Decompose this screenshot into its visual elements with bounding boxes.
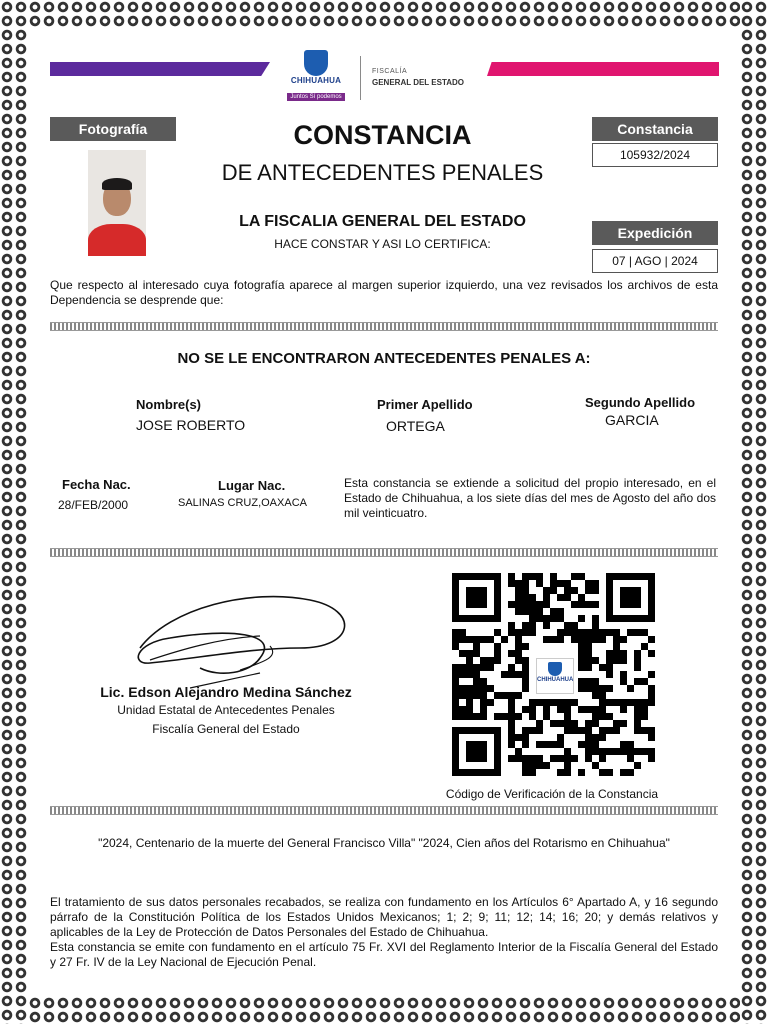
nombres-value: JOSE ROBERTO	[136, 417, 246, 433]
solicitud-paragraph: Esta constancia se extiende a solicitud del propio interesado, en el Estado de Chihuahua, a los siete días del mes de Agosto del año dos mil veinticuatro.	[344, 476, 716, 520]
logo-slogan: Juntos Sí podemos	[287, 93, 344, 101]
decorative-border-right	[740, 0, 768, 1024]
document-title: CONSTANCIA	[293, 120, 472, 150]
primer-apellido-label: Primer Apellido	[377, 397, 473, 412]
constancia-number: 105932/2024	[592, 143, 718, 167]
qr-center-logo	[536, 658, 574, 694]
separator-band	[50, 548, 718, 557]
signer-name: Lic. Edson Alejandro Medina Sánchez	[100, 684, 352, 700]
shield-icon	[304, 50, 328, 76]
applicant-photo	[88, 150, 146, 256]
nombres-label: Nombre(s)	[136, 397, 202, 412]
separator-band	[50, 322, 718, 331]
legal-basis-text: Esta constancia se emite con fundamento en el artículo 75 Fr. XVI del Reglamento Interior de la Fiscalía General del Estado y 27 Fr. IV de la Ley Nacional de Ejecución Penal.	[50, 940, 718, 969]
privacy-paragraph	[50, 895, 718, 970]
decorative-border-top	[0, 0, 768, 28]
document-subtitle: DE ANTECEDENTES PENALES	[221, 160, 544, 185]
privacy-text: El tratamiento de sus datos personales recabados, se realiza con fundamento en los Artículos 6° Apartado A, y 16 segundo párrafo de la Constitución Política de los Estados Unidos Mexicanos; 1; 2; 9; 11; 12; 14; 16; 20; y demás relativos y aplicables de la Ley de Protección de Datos Personales del Estado de Chihuahua.	[50, 895, 718, 939]
expedicion-label: Expedición	[592, 221, 718, 245]
decorative-border-left	[0, 0, 28, 1024]
expedicion-date: 07 | AGO | 2024	[592, 249, 718, 273]
lugar-nac-value: SALINAS CRUZ,OAXACA	[178, 497, 307, 509]
issuer-line: LA FISCALIA GENERAL DEL ESTADO	[239, 213, 526, 230]
fecha-nac-value: 28/FEB/2000	[58, 498, 129, 512]
header-stripe-magenta	[487, 62, 719, 76]
header-stripe-purple	[50, 62, 270, 76]
certifies-line: HACE CONSTAR Y ASI LO CERTIFICA:	[274, 237, 491, 251]
constancia-label: Constancia	[592, 117, 718, 141]
segundo-apellido-label: Segundo Apellido	[585, 395, 696, 410]
chihuahua-logo	[284, 50, 348, 103]
qr-logo-text: CHIHUAHUA	[537, 677, 574, 683]
handwritten-signature	[110, 588, 370, 698]
agency-name: GENERAL DEL ESTADO	[372, 78, 465, 87]
logo-state-text: CHIHUAHUA	[290, 76, 342, 85]
logo-divider	[360, 56, 361, 100]
decorative-border-bottom	[0, 996, 768, 1024]
primer-apellido-value: ORTEGA	[386, 418, 445, 434]
shield-icon	[548, 662, 562, 676]
qr-caption: Código de Verificación de la Constancia	[445, 787, 659, 801]
lugar-nac-label: Lugar Nac.	[218, 478, 286, 493]
intro-paragraph: Que respecto al interesado cuya fotografía aparece al margen superior izquierdo, una vez revisados los archivos de esta Dependencia se desprende que:	[50, 278, 718, 307]
motto-line: "2024, Centenario de la muerte del General Francisco Villa" "2024, Cien años del Rotarismo en Chihuahua"	[98, 836, 670, 850]
agency-small-label: FISCALÍA	[372, 68, 408, 75]
fecha-nac-label: Fecha Nac.	[62, 477, 131, 492]
result-heading: NO SE LE ENCONTRARON ANTECEDENTES PENALES A:	[177, 350, 591, 367]
signer-unit: Unidad Estatal de Antecedentes Penales	[117, 703, 335, 717]
photo-label: Fotografía	[50, 117, 176, 141]
segundo-apellido-value: GARCIA	[605, 412, 659, 428]
separator-band	[50, 806, 718, 815]
signer-agency: Fiscalía General del Estado	[152, 722, 300, 736]
